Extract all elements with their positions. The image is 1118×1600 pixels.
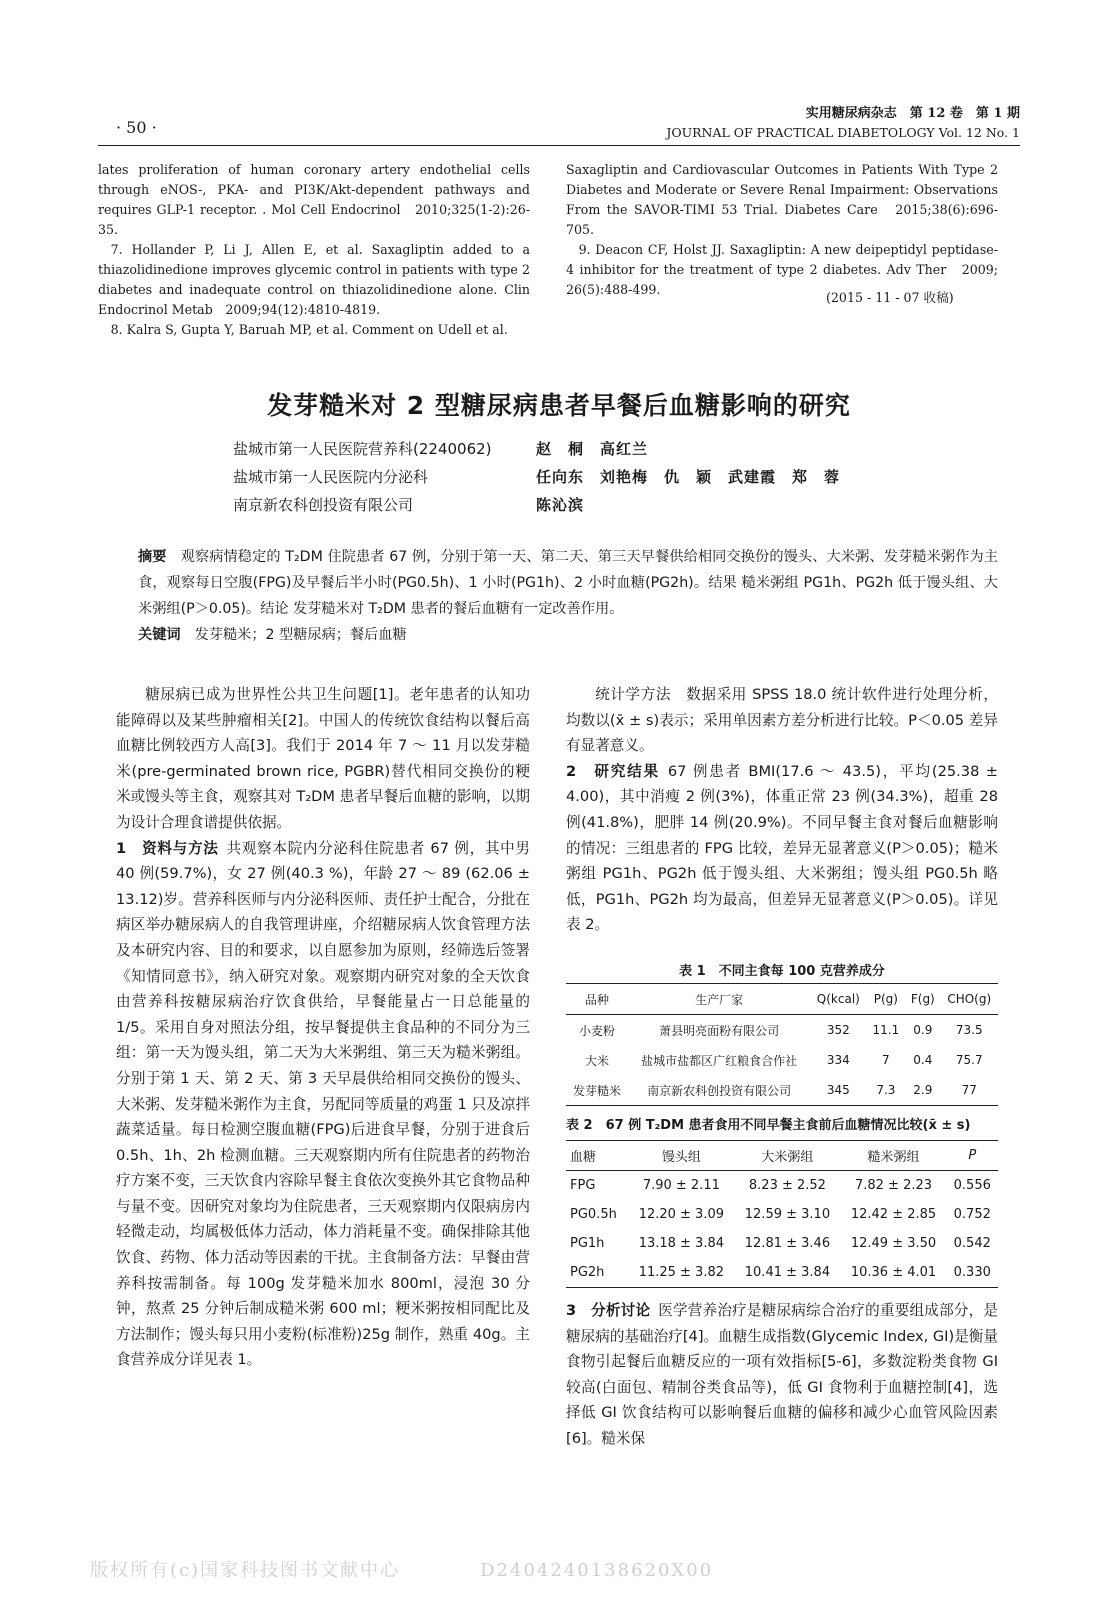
table-cell: 75.7 <box>955 1053 983 1067</box>
received-date: (2015 - 11 - 07 收稿) <box>826 290 954 305</box>
abstract-block <box>138 544 998 648</box>
table-cell: 12.59 ± 3.10 <box>744 1207 831 1222</box>
table-cell: 0.752 <box>953 1207 991 1222</box>
table-row <box>566 1200 998 1229</box>
journal-header <box>600 104 1020 142</box>
table-header-cell: F(g) <box>905 984 940 1015</box>
table-cell: 10.41 ± 3.84 <box>734 1258 840 1288</box>
table-cell: 12.49 ± 3.50 <box>850 1236 937 1251</box>
table-cell: 大米 <box>585 1053 610 1068</box>
table-header-cell: 生产厂家 <box>628 984 810 1015</box>
keywords <box>138 622 998 648</box>
table-cell: 0.4 <box>913 1053 933 1067</box>
table-cell: 11.25 ± 3.82 <box>628 1258 734 1288</box>
table-row <box>566 1045 998 1075</box>
section-heading: 1 资料与方法 <box>116 839 219 857</box>
header-rule <box>98 145 1020 146</box>
article-title: 发芽糙米对 2 型糖尿病患者早餐后血糖影响的研究 <box>267 391 851 420</box>
table1-caption: 表 1 不同主食每 100 克营养成分 <box>679 964 885 979</box>
table-cell: 2.9 <box>905 1075 940 1106</box>
table-cell: 73.5 <box>940 1015 998 1046</box>
abstract-text: 观察病情稳定的 T₂DM 住院患者 67 例，分别于第一天、第二天、第三天早餐供给相同交换份的馒头、大米粥、发芽糙米粥作为主食，观察每日空腹(FPG)及早餐后半小时(PG0.5h)、1 小时(PG1h)、2 小时血糖(PG2h)。结果 糙米粥组 PG1h、PG2h 低于馒头组、大米粥组(P＞0.05)。结论 发芽糙米对 T₂DM 患者的餐后血糖有一定改善作用。 <box>138 549 998 617</box>
discussion-paragraph <box>566 1298 998 1452</box>
table-cell: 盐城市盐都区广红粮食合作社 <box>641 1053 798 1068</box>
table-cell: 12.81 ± 3.46 <box>744 1236 831 1251</box>
reference-item: 9. Deacon CF, Holst JJ. Saxagliptin: A new deipeptidyl peptidase-4 inhibitor for the treatment of type 2 diabetes. Adv Ther 2009; 26(5):488-499. <box>566 242 998 297</box>
author-list: 陈沁滨 <box>536 496 585 514</box>
table-header-cell: P <box>947 1141 998 1171</box>
table-header-row <box>566 1141 998 1171</box>
prev-references-left <box>98 160 530 340</box>
table-cell: 12.20 ± 3.09 <box>638 1207 725 1222</box>
table-row <box>566 1258 998 1288</box>
page-number: · 50 · <box>116 118 157 137</box>
table-header-cell: CHO(g) <box>940 984 998 1015</box>
stats-paragraph: 统计学方法 数据采用 SPSS 18.0 统计软件进行处理分析，均数以(x̄ ± s)表示；采用单因素方差分析进行比较。P＜0.05 差异有显著意义。 <box>566 686 998 755</box>
table-header-cell: 品种 <box>566 984 628 1015</box>
reference-item: lates proliferation of human coronary artery endothelial cells through eNOS-, PKA- and PI3K/Akt-dependent pathways and requires GLP-1 receptor. . Mol Cell Endocrinol 2010;325(1-2):26-35. <box>98 162 530 237</box>
table-cell: 352 <box>810 1015 867 1046</box>
table-cell: 0.542 <box>953 1236 991 1251</box>
reference-item: 8. Kalra S, Gupta Y, Baruah MP, et al. Comment on Udell et al. <box>110 322 508 337</box>
methods-text: 共观察本院内分泌科住院患者 67 例，其中男 40 例(59.7%)，女 27 例(40.3 %)，年龄 27 ～ 89 (62.06 ± 13.12)岁。营养科医师与内分泌科医师、责任护士配合，分批在病区举办糖尿病人的自我管理讲座，介绍糖尿病人饮食管理方法及本研究内容、目的和要求，以自愿参加为原则，经筛选后签署《知情同意书》，纳入研究对象。观察期内研究对象的全天饮食由营养科按糖尿病治疗饮食供给，早餐能量占一日总能量的 1/5。采用自身对照法分组，按早餐提供主食品种的不同分为三组：第一天为馒头组，第二天为大米粥组、第三天为糙米粥组。分别于第 1 天、第 2 天、第 3 天早晨供给相同交换份的馒头、大米粥、发芽糙米粥作为主食，另配同等质量的鸡蛋 1 只及凉拌蔬菜适量。每日检测空腹血糖(FPG)后进食早餐，分别于进食后 0.5h、1h、2h 检测血糖。三天观察期内所有住院患者的药物治疗方案不变，三天饮食内容除早餐主食依次变换外其它食物品种与量不变。因研究对象均为住院患者，三天观察期内仅限病房内轻微走动，均属极低体力活动，体力消耗量不变。确保排除其他饮食、药物、体力活动等因素的干扰。主食制备方法：早餐由营养科按需制备。每 100g 发芽糙米加水 800ml，浸泡 30 分钟，熬煮 25 分钟后制成糙米粥 600 ml；粳米粥按相同配比及方法制作；馒头每只用小麦粉(标准粉)25g 制作，熟重 40g。主食营养成分详见表 1。 <box>116 839 530 1369</box>
author-list: 任向东 刘艳梅 仇 颖 武建霞 郑 蓉 <box>536 468 841 486</box>
reference-item: Saxagliptin and Cardiovascular Outcomes in Patients With Type 2 Diabetes and Moderate or Severe Renal Impairment: Observations From the SAVOR-TIMI 53 Trial. Diabetes Care 2015;38(6):696-705. <box>566 162 998 237</box>
table-row <box>566 1015 998 1046</box>
keywords-label: 关键词 <box>138 627 181 643</box>
table-cell: 小麦粉 <box>566 1015 628 1046</box>
footer-watermark: 版权所有(c)国家科技图书文献中心 D2404240138620X00 <box>90 1560 714 1581</box>
intro-paragraph: 糖尿病已成为世界性公共卫生问题[1]。老年患者的认知功能障碍以及某些肿瘤相关[2]。中国人的传统饮食结构以餐后高血糖比例较西方人高[3]。我们于 2014 年 7 ～ 11 月以发芽糙米(pre-germinated brown rice, PGBR)替代相同交换份的粳米或馒头等主食，观察其对 T₂DM 患者早餐后血糖的影响，以期为设计合理食谱提供依据。 <box>116 686 530 831</box>
table-cell: 7 <box>882 1053 890 1067</box>
affiliation: 盐城市第一人民医院营养科(2240062) <box>233 440 492 458</box>
table-cell: 7.90 ± 2.11 <box>628 1171 734 1201</box>
table-header-cell: Q(kcal) <box>810 984 867 1015</box>
table-cell: 0.556 <box>947 1171 998 1201</box>
journal-title-en: JOURNAL OF PRACTICAL DIABETOLOGY Vol. 12 No. 1 <box>666 125 1020 140</box>
table-cell: PG1h <box>570 1236 605 1251</box>
table-row <box>566 1075 998 1106</box>
table-cell: 发芽糙米 <box>566 1075 628 1106</box>
prev-references-right <box>566 160 998 300</box>
table-header-row <box>566 984 998 1015</box>
table-cell: 11.1 <box>867 1015 906 1046</box>
table-row <box>566 1229 998 1258</box>
discussion-text: 医学营养治疗是糖尿病综合治疗的重要组成部分，是糖尿病的基础治疗[4]。血糖生成指数(Glycemic Index, GI)是衡量食物引起餐后血糖反应的一项有效指标[5-6]，多数淀粉类食物 GI 较高(白面包、精制谷类食品等)，低 GI 食物利于血糖控制[4]，选择低 GI 饮食结构可以影响餐后血糖的偏移和减少心血管风险因素[6]。糙米保 <box>566 1302 998 1447</box>
table-cell: 7.82 ± 2.23 <box>840 1171 946 1201</box>
table-header-cell: P(g) <box>867 984 906 1015</box>
table-row <box>566 1171 998 1201</box>
table-cell: 13.18 ± 3.84 <box>638 1236 725 1251</box>
table-cell: 10.36 ± 4.01 <box>840 1258 946 1288</box>
table-header-cell: 糙米粥组 <box>840 1141 946 1171</box>
reference-item: 7. Hollander P, Li J, Allen E, et al. Saxagliptin added to a thiazolidinedione improves glycemic control in patients with type 2 diabetes and inadequate control on thiazolidinedione alone. Clin Endocrinol Metab 2009;94(12):4810-4819. <box>98 242 530 317</box>
section-heading: 2 研究结果 <box>566 762 660 780</box>
table-cell: 77 <box>940 1075 998 1106</box>
table-header-cell: 血糖 <box>566 1141 628 1171</box>
affiliation: 南京新农科创投资有限公司 <box>233 496 414 514</box>
author-list: 赵 桐 高红兰 <box>536 440 649 458</box>
table-cell: 12.42 ± 2.85 <box>850 1207 937 1222</box>
table-header-cell: 馒头组 <box>628 1141 734 1171</box>
results-paragraph <box>566 759 998 938</box>
table-cell: FPG <box>566 1171 628 1201</box>
journal-title-cn: 实用糖尿病杂志 第 12 卷 第 1 期 <box>805 106 1020 121</box>
table-cell: PG2h <box>566 1258 628 1288</box>
table-cell: 334 <box>826 1053 850 1067</box>
table-cell: 8.23 ± 2.52 <box>734 1171 840 1201</box>
affiliation: 盐城市第一人民医院内分泌科 <box>233 468 429 486</box>
section-heading: 3 分析讨论 <box>566 1302 651 1319</box>
table-cell: 345 <box>810 1075 867 1106</box>
body-right-column <box>566 682 998 938</box>
table-header-cell: 大米粥组 <box>734 1141 840 1171</box>
abstract <box>138 544 998 622</box>
abstract-label: 摘要 <box>138 549 167 565</box>
table-cell: 南京新农科创投资有限公司 <box>628 1075 810 1106</box>
table2 <box>566 1140 998 1288</box>
table-cell: 0.9 <box>905 1015 940 1046</box>
table-cell: 0.330 <box>947 1258 998 1288</box>
table2-caption: 表 2 67 例 T₂DM 患者食用不同早餐主食前后血糖情况比较(x̄ ± s) <box>566 1118 971 1133</box>
discussion-block <box>566 1298 998 1452</box>
table-cell: 7.3 <box>867 1075 906 1106</box>
keywords-text: 发芽糙米；2 型糖尿病；餐后血糖 <box>194 627 407 643</box>
table1 <box>566 983 998 1106</box>
body-left-column <box>116 682 530 1373</box>
results-text: 67 例患者 BMI(17.6 ～ 43.5)，平均(25.38 ± 4.00)，其中消瘦 2 例(3%)，体重正常 23 例(34.3%)，超重 28 例(41.8%)，肥胖 14 例(20.9%)。不同早餐主食对餐后血糖影响的情况：三组患者的 FPG 比较，差异无显著意义(P＞0.05)；糙米粥组 PG1h、PG2h 低于馒头组、大米粥组；馒头组 PG0.5h 略低，PG1h、PG2h 均为最高，但差异无显著意义(P＞0.05)。详见表 2。 <box>566 762 999 934</box>
methods-paragraph <box>116 836 530 1373</box>
table-cell: 萧县明亮面粉有限公司 <box>628 1015 810 1046</box>
table-cell: PG0.5h <box>570 1207 617 1222</box>
